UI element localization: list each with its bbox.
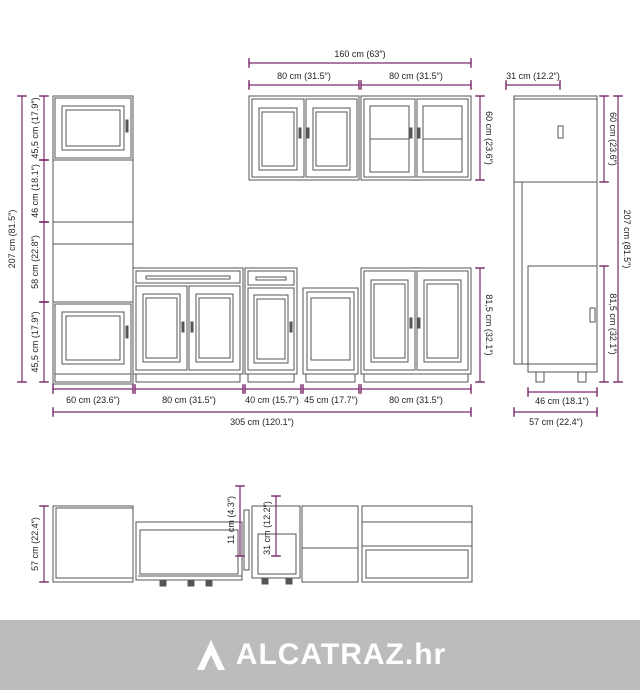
dim-tall-s1: 45,5 cm (17.9″)	[30, 97, 40, 159]
tall-unit-front	[53, 96, 133, 384]
dim-plan-depth: 57 cm (22.4″)	[30, 517, 40, 571]
dim-wall-h: 60 cm (23.6″)	[484, 111, 494, 165]
dim-tall-total-h: 207 cm (81.5″)	[7, 209, 17, 269]
side-view	[514, 96, 597, 382]
dim-base-h: 81,5 cm (32.1″)	[484, 294, 494, 356]
dim-top-right: 80 cm (31.5″)	[389, 71, 443, 81]
dim-top-left: 80 cm (31.5″)	[277, 71, 331, 81]
dim-tall-depth: 31 cm (12.2″)	[506, 71, 560, 81]
dim-drawer-a: 11 cm (4.3″)	[226, 495, 236, 545]
dim-side-base-d: 46 cm (18.1″)	[535, 396, 589, 406]
dim-drawer-b: 31 cm (12.2″)	[262, 501, 272, 555]
brand-logo[interactable]	[194, 638, 446, 672]
dim-w3: 40 cm (15.7″)	[245, 395, 299, 405]
dim-w2: 80 cm (31.5″)	[162, 395, 216, 405]
wall-cabinets-front	[249, 96, 471, 180]
dim-top-total: 160 cm (63″)	[334, 49, 386, 59]
dim-tall-s2: 46 cm (18.1″)	[30, 164, 40, 218]
dim-side-total-h: 207 cm (81.5″)	[622, 209, 632, 269]
dim-tall-s4: 45,5 cm (17.9″)	[30, 311, 40, 373]
dim-side-top-h: 60 cm (23.6″)	[608, 112, 618, 166]
footer-banner	[0, 620, 640, 690]
brand-name: ALCATRAZ.hr	[235, 638, 447, 671]
alcatraz-logo-icon	[194, 638, 228, 672]
dim-w1: 60 cm (23.6″)	[66, 395, 120, 405]
dim-w4: 45 cm (17.7″)	[304, 395, 358, 405]
dim-w5: 80 cm (31.5″)	[389, 395, 443, 405]
dim-tall-s3: 58 cm (22.8″)	[30, 235, 40, 289]
dim-total-w: 305 cm (120.1″)	[230, 417, 294, 427]
dim-side-full-d: 57 cm (22.4″)	[529, 417, 583, 427]
dim-side-base-h: 81,5 cm (32.1″)	[608, 293, 618, 355]
base-cabinets-front	[133, 268, 471, 382]
